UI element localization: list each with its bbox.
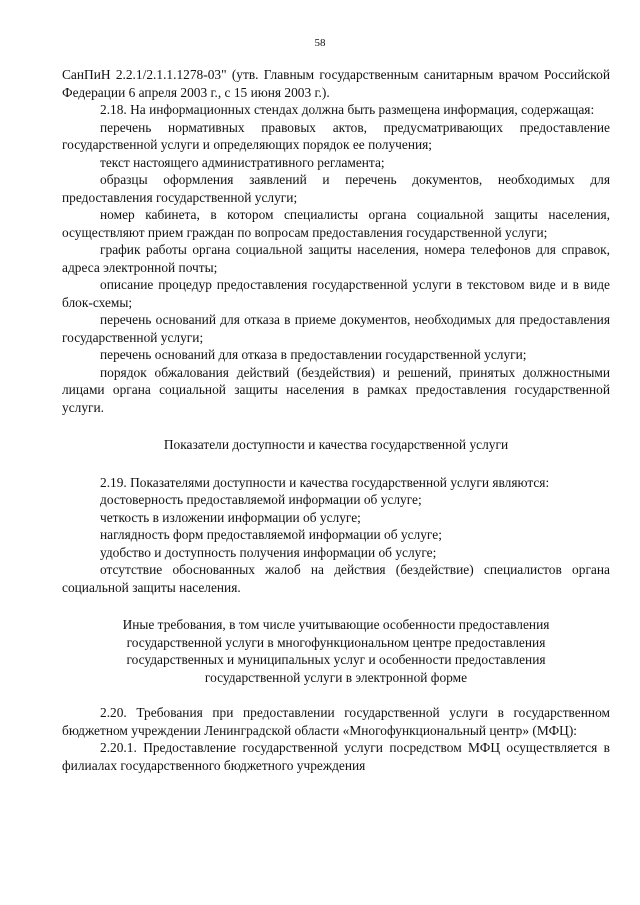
section-2-20-1: 2.20.1. Предоставление государственной услуги посредством МФЦ осуществляется в филиалах государственного бюджетного учреждения — [62, 740, 610, 773]
heading-line: государственной услуги в многофункциональном центре предоставления — [126, 634, 546, 650]
list-item: график работы органа социальной защиты населения, номера телефонов для справок, адреса электронной почты; — [62, 242, 610, 275]
section-2-18-lead: 2.18. На информационных стендах должна быть размещена информация, содержащая: — [100, 102, 595, 117]
list-item: порядок обжалования действий (бездействия) и решений, принятых должностными лицами органа социальной защиты населения в рамках предоставления государственной услуги. — [62, 364, 610, 415]
list-item: текст настоящего административного регламента; — [100, 154, 385, 170]
list-item: образцы оформления заявлений и перечень документов, необходимых для предоставления государственной услуги; — [62, 172, 610, 205]
list-item: достоверность предоставляемой информации об услуге; — [100, 492, 422, 507]
list-item: перечень нормативных правовых актов, предусматривающих предоставление государственной услуги и определяющих порядок ее получения; — [62, 119, 610, 152]
list-item: перечень оснований для отказа в приеме документов, необходимых для предоставления государственной услуги; — [62, 312, 610, 345]
heading-line: государственной услуги в электронной форме — [204, 669, 468, 685]
list-item: удобство и доступность получения информации об услуге; — [100, 544, 437, 560]
page-content — [62, 66, 610, 774]
heading-line: Иные требования, в том числе учитывающие особенности предоставления — [122, 617, 550, 632]
section-heading-indicators: Показатели доступности и качества государственной услуги — [163, 437, 509, 452]
list-item: отсутствие обоснованных жалоб на действия (бездействие) специалистов органа социальной защиты населения. — [62, 562, 610, 595]
list-item: перечень оснований для отказа в предоставлении государственной услуги; — [100, 347, 527, 362]
heading-line: государственных и муниципальных услуг и особенности предоставления — [126, 652, 546, 667]
list-item: номер кабинета, в котором специалисты органа социальной защиты населения, осуществляют прием граждан по вопросам предоставления государственной услуги; — [62, 207, 610, 240]
intro-paragraph: СанПиН 2.2.1/2.1.1.1278-03" (утв. Главным государственным санитарным врачом Российской Федерации 6 апреля 2003 г., с 15 июня 2003 г.). — [62, 67, 610, 100]
section-2-19-lead: 2.19. Показателями доступности и качества государственной услуги являются: — [100, 474, 550, 490]
list-item: наглядность форм предоставляемой информации об услуге; — [100, 527, 442, 542]
list-item: описание процедур предоставления государственной услуги в текстовом виде и в виде блок-схемы; — [62, 277, 610, 310]
section-2-20-lead: 2.20. Требования при предоставлении государственной услуги в государственном бюджетном учреждении Ленинградской области «Многофункциональный центр» (МФЦ): — [62, 705, 610, 738]
page-number: 58 — [314, 37, 326, 49]
list-item: четкость в изложении информации об услуге; — [100, 509, 361, 525]
